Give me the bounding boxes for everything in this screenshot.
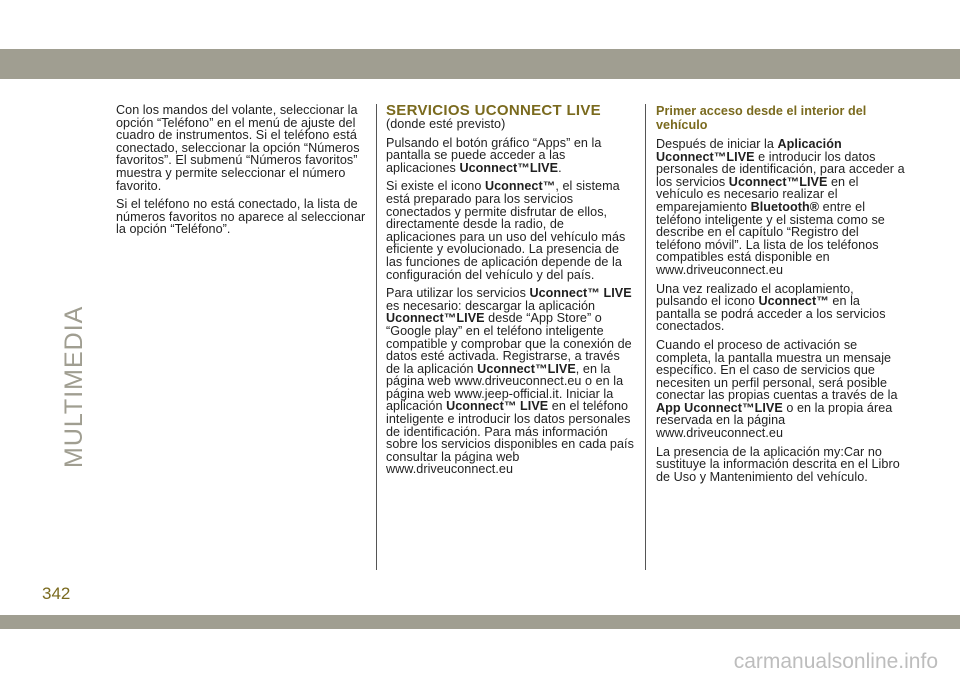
col1-paragraph-1: Con los mandos del volante, seleccionar la opción “Teléfono” en el menú de ajuste del cuadro de instrumentos. Si el teléfono está conectado, seleccionar la opción “Números favoritos”. El submenú “Números favoritos” muestra y permite seleccionar el número favorito. [116, 103, 360, 193]
section-heading: SERVICIOS UCONNECT LIVE [386, 102, 601, 119]
bottom-band [0, 615, 960, 629]
column-divider-1 [376, 104, 377, 570]
subheading: Primer acceso desde el interior del vehículo [656, 104, 867, 132]
watermark: carmanualsonline.info [733, 650, 938, 673]
column-3 [656, 104, 906, 489]
col3-paragraph-2: Una vez realizado el acoplamiento, pulsando el icono Uconnect™ en la pantalla se podrá acceder a los servicios conectados. [656, 281, 886, 334]
column-1 [116, 104, 366, 242]
col2-paragraph-1: Pulsando el botón gráfico “Apps” en la pantalla se puede acceder a las aplicaciones Uconnect™LIVE. [386, 135, 602, 175]
column-2 [386, 104, 636, 482]
heading-note: (donde esté previsto) [386, 117, 506, 131]
section-label-text: MULTIMEDIA [60, 305, 88, 468]
col2-paragraph-3: Para utilizar los servicios Uconnect™ LIVE es necesario: descargar la aplicación Uconnect™LIVE desde “App Store” o “Google play” en el teléfono inteligente compatible y comprobar que la conexión de datos esté activada. Registrarse, a través de la aplicación Uconnect™LIVE, en la página web www.driveuconnect.eu o en la página web www.jeep-official.it. Iniciar la aplicación Uconnect™ LIVE en el teléfono inteligente e introducir los datos personales de identificación. Para más información sobre los servicios disponibles en cada país consultar la página web www.driveuconnect.eu [386, 286, 634, 477]
col3-paragraph-4: La presencia de la aplicación my:Car no sustituye la información descrita en el Libro de Uso y Mantenimiento del vehículo. [656, 444, 900, 484]
col3-paragraph-3: Cuando el proceso de activación se completa, la pantalla muestra un mensaje específico. En el caso de servicios que necesiten un perfil personal, será posible conectar las propias cuentas a través de la App Uconnect™LIVE o en la propia área reservada en la página www.driveuconnect.eu [656, 337, 898, 441]
col3-paragraph-1: Después de iniciar la Aplicación Uconnect™LIVE e introducir los datos personales de identificación, para acceder a los servicios Uconnect™LIVE en el vehículo es necesario realizar el emparejamiento Bluetooth® entre el teléfono inteligente y el sistema como se describe en el capítulo “Registro del teléfono móvil”. La lista de los teléfonos compatibles está disponible en www.driveuconnect.eu [656, 137, 905, 277]
col1-paragraph-2: Si el teléfono no está conectado, la lista de números favoritos no aparece al seleccionar la opción “Teléfono”. [116, 197, 366, 237]
col2-paragraph-2: Si existe el icono Uconnect™, el sistema está preparado para los servicios conectados y permite disfrutar de ellos, directamente desde la radio, de aplicaciones para un uso del vehículo más eficiente y evolucionado. La presencia de las funciones de aplicación depende de la configuración del vehículo y del país. [386, 179, 626, 282]
page-number: 342 [42, 584, 71, 603]
section-side-label [58, 270, 98, 468]
column-divider-2 [645, 104, 646, 570]
top-band [0, 49, 960, 79]
